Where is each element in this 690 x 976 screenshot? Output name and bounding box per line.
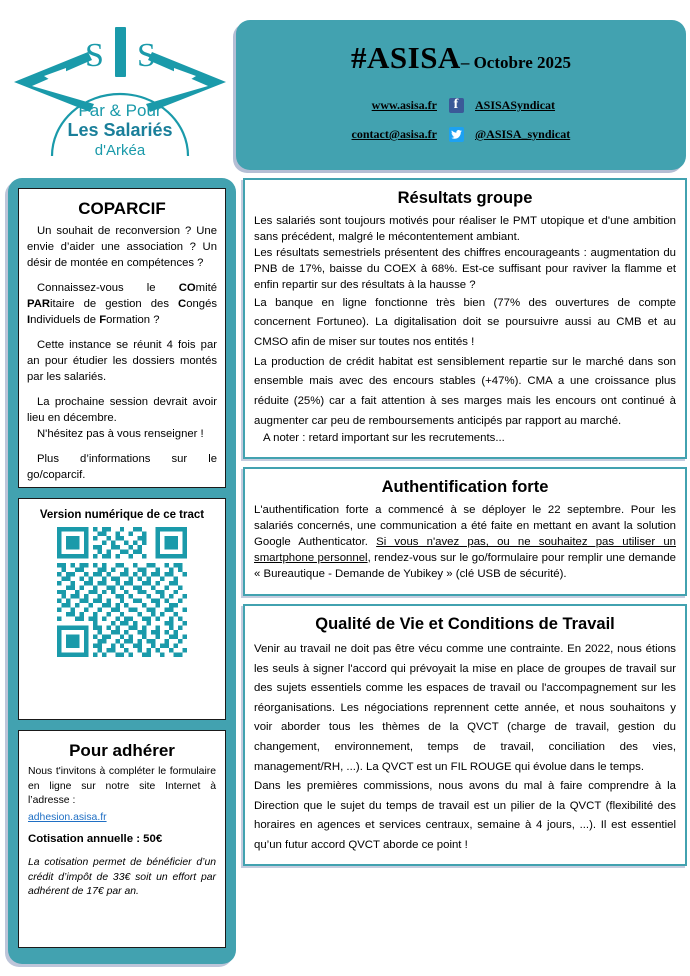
resultats-paragraph-5: A noter : retard important sur les recrutements...	[263, 432, 505, 445]
contact-line-web	[236, 98, 686, 113]
coparcif-paragraph-3: Cette instance se réunit 4 fois par an pour étudier les dossiers montés par les salariés.	[27, 339, 217, 384]
coparcif-paragraph-4: La prochaine session devrait avoir lieu en décembre.	[27, 396, 217, 425]
contact-line-social	[236, 127, 686, 142]
qvct-title: Qualité de Vie et Conditions de Travail	[315, 614, 615, 633]
adherer-cotisation: Cotisation annuelle : 50€	[28, 833, 163, 846]
qvct-box	[243, 604, 687, 866]
qr-code-box	[18, 498, 226, 720]
resultats-groupe-body	[245, 214, 685, 457]
twitter-bird-glyph	[451, 130, 462, 139]
main-content-column	[243, 178, 687, 874]
page-title	[236, 40, 686, 76]
email-link[interactable]: contact@asisa.fr	[351, 127, 437, 141]
website-link[interactable]: www.asisa.fr	[371, 98, 437, 112]
facebook-icon[interactable]	[449, 98, 464, 113]
auth-text-b: , rendez-vous sur le go/formulaire pour remplir une demande « Bureautique - Demande de Yubikey » (clé USB de sécurité).	[254, 551, 676, 580]
coparcif-p2-m3: ongés	[186, 298, 217, 311]
header-banner	[236, 20, 686, 170]
svg-text:S: S	[85, 37, 104, 74]
coparcif-paragraph-2	[27, 280, 217, 328]
resultats-paragraph-1: Les salariés sont toujours motivés pour réaliser le PMT utopique et d'une ambition sans précédent, malgré le mécontentement ambiant.	[254, 215, 676, 243]
title-hashtag: #ASISA	[351, 40, 461, 75]
asisa-logo	[6, 8, 234, 168]
facebook-link[interactable]: ASISASyndicat	[475, 98, 556, 112]
title-month: – Octobre 2025	[460, 53, 571, 72]
authentification-forte-title: Authentification forte	[381, 478, 549, 497]
qvct-body	[245, 640, 685, 864]
coparcif-p2-b4: I	[27, 314, 31, 327]
qr-code-icon	[57, 527, 187, 657]
twitter-link[interactable]: @ASISA_syndicat	[475, 127, 571, 141]
coparcif-p2-b5: F	[99, 314, 107, 327]
adherer-body	[19, 765, 225, 900]
svg-text:Les Salariés: Les Salariés	[67, 120, 173, 140]
coparcif-p2-m5: ormation ?	[106, 314, 160, 327]
coparcif-box	[18, 188, 226, 488]
adhesion-link[interactable]: adhesion.asisa.fr	[28, 811, 107, 823]
svg-text:Par & Pour: Par & Pour	[78, 101, 162, 120]
authentification-forte-box	[243, 467, 687, 596]
qvct-paragraph-1: Venir au travail ne doit pas être vécu comme une contrainte. En 2022, nous étions les seuls à signer l'accord qui prévoyait la mise en place de groupes de travail sur des sujets essentiels comme les espaces de travail ou l'accompagnement sur les réorganisations. Les négociations reprennent cette année, et nous souhaitons y voir aborder tous les thèmes de la QVCT (charge de travail, gestion du changement, environnement, temps de travail, conciliation des vies, management/RH, ...). La QVCT est un FIL ROUGE qui évolue dans le temps.	[254, 642, 676, 773]
auth-text-underlined: Si vous n'avez pas, ou ne souhaitez pas utiliser un smartphone personnel	[254, 536, 676, 564]
coparcif-p2-m1: mité	[195, 282, 217, 295]
coparcif-p2-pre: Connaissez-vous le	[37, 282, 179, 295]
adherer-title: Pour adhérer	[69, 741, 175, 760]
qr-code-image[interactable]	[19, 527, 225, 657]
resultats-paragraph-3: La banque en ligne fonctionne très bien (77% des ouvertures de compte concernent Fortuneo). La digitalisation doit se poursuivre aussi au CMB et au CMSO afin de miser sur toutes nos entités !	[254, 296, 676, 349]
page-header	[0, 0, 690, 172]
left-sidebar-panel	[8, 178, 236, 964]
resultats-groupe-title: Résultats groupe	[397, 189, 533, 207]
coparcif-p2-m2: itaire de gestion des	[50, 298, 179, 311]
twitter-icon[interactable]	[449, 127, 464, 142]
qr-title: Version numérique de ce tract	[39, 509, 205, 521]
coparcif-paragraph-6: Plus d’informations sur le go/coparcif.	[27, 453, 217, 482]
resultats-groupe-box	[243, 178, 687, 459]
auth-paragraph	[254, 503, 676, 583]
adherer-box	[18, 730, 226, 948]
coparcif-title: COPARCIF	[78, 199, 166, 218]
qvct-paragraph-2: Dans les premières commissions, nous avons du mal à faire comprendre à la Direction que le sujet du temps de travail est un pilier de la QVCT (flexibilité des horaires en agences et services centraux, semaine à 4 jours, ...). Il est essentiel qu’un futur accord QVCT aborde ce point !	[254, 780, 676, 852]
resultats-paragraph-2: Les résultats semestriels présentent des chiffres encourageants : augmentation du PNB de 17%, baisse du COEX à 68%. Est-ce suffisant pour raviver la flamme et enfin repartir sur des résultats à la hausse ?	[254, 246, 676, 291]
adherer-note: La cotisation permet de bénéficier d’un crédit d’impôt de 33€ soit un effort par adhérent de 17€ par an.	[28, 857, 216, 898]
svg-text:d'Arkéa: d'Arkéa	[94, 142, 146, 159]
authentification-forte-body	[245, 503, 685, 594]
coparcif-body	[19, 223, 225, 483]
coparcif-p2-b3: C	[178, 298, 187, 311]
coparcif-p2-b2: PAR	[27, 298, 51, 311]
resultats-paragraph-4: La production de crédit habitat est sensiblement repartie sur le marché dans son ensemble mais avec des encours stables (+47%). CMA a une croissance plus réduite (25%) car a fait attention à ses marges mais les encours ont continué à augmenter car peu de remboursements anticipés par rapport au marché.	[254, 355, 676, 427]
coparcif-p2-m4: ndividuels de	[30, 314, 100, 327]
coparcif-p2-b1: CO	[178, 282, 196, 295]
svg-text:S: S	[137, 37, 156, 74]
adherer-intro: Nous t'invitons à compléter le formulaire en ligne sur notre site Internet à l’adresse :	[28, 766, 216, 807]
coparcif-paragraph-5: N'hésitez pas à vous renseigner !	[37, 428, 204, 441]
coparcif-paragraph-1: Un souhait de reconversion ? Une envie d’aider une association ? Un désir de montée en compétences ?	[27, 225, 217, 270]
logo-icon	[6, 8, 234, 168]
auth-text-a: L'authentification forte a commencé à se déployer le 22 septembre. Pour les salariés concernés, une communication a été faite en mettant en avant la solution Google Authenticator.	[254, 504, 676, 549]
